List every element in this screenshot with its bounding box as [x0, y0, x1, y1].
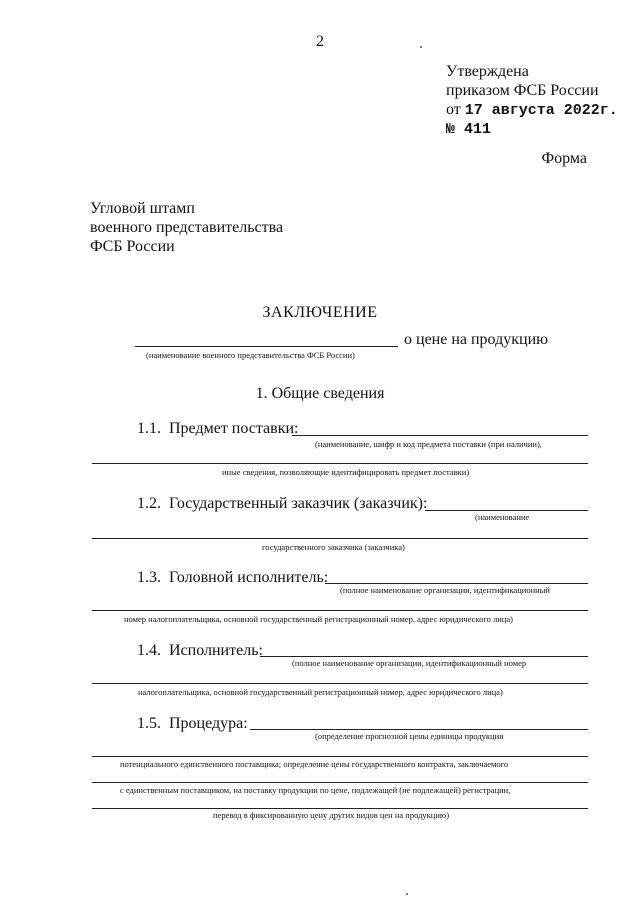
approval-order-number: № 411: [446, 121, 492, 138]
item-1-1-field-2[interactable]: [92, 463, 588, 464]
item-1-5-field-3[interactable]: [92, 782, 588, 783]
stamp-line-2: военного представительства: [90, 219, 284, 236]
subtitle-text: о цене на продукцию: [404, 331, 549, 348]
representation-name-field[interactable]: [135, 346, 398, 347]
item-1-5-field-2[interactable]: [92, 756, 588, 757]
item-1-4-text: Исполнитель:: [169, 642, 263, 659]
item-1-4-hint-2: налогоплательщика, основной государственный регистрационный номер, адрес юридического лица): [138, 687, 503, 697]
item-1-3-field[interactable]: [325, 583, 588, 584]
item-1-5-hint-4: перевод в фиксированную цену других видов цен на продукцию): [213, 810, 450, 820]
item-1-5-label: [137, 715, 248, 733]
stamp-line-3: ФСБ России: [90, 238, 175, 255]
approval-line-1: Утверждена: [446, 63, 529, 80]
form-label: Форма: [541, 150, 587, 167]
item-1-2-field[interactable]: [425, 510, 588, 511]
approval-date: 17 августа 2022г.: [464, 102, 618, 119]
item-1-1-hint-2: иные сведения, позволяющие идентифицировать предмет поставки): [222, 467, 470, 477]
item-1-5-hint-2: потенциального единственного поставщика; определение цены государственного контракта, заключаемого: [120, 759, 509, 769]
item-1-1-hint-1: (наименование, шифр и код предмета поставки (при наличии),: [315, 439, 542, 449]
item-1-5-field[interactable]: [250, 729, 588, 730]
item-1-1-text: Предмет поставки:: [169, 420, 299, 437]
item-1-4-hint-1: (полное наименование организации, идентификационный номер: [292, 658, 527, 668]
approval-date-prefix: от: [446, 101, 461, 118]
item-1-3-text: Головной исполнитель:: [169, 569, 329, 586]
page-number: 2: [316, 33, 324, 50]
section-title: 1. Общие сведения: [255, 385, 385, 402]
representation-name-hint: (наименование военного представительства ФСБ России): [146, 350, 355, 360]
scan-speck: [406, 893, 408, 895]
item-1-1-field[interactable]: [292, 435, 588, 436]
item-1-2-field-2[interactable]: [92, 538, 588, 539]
item-1-5-hint-1: (определение прогнозной цены единицы продукции: [315, 731, 504, 741]
item-1-3-label: [137, 569, 328, 587]
item-1-2-hint-1: (наименование: [475, 512, 530, 522]
item-1-2-hint-2: государственного заказчика (заказчика): [262, 542, 405, 552]
approval-line-3: [446, 100, 618, 120]
item-1-3-hint-1: (полное наименование организации, идентификационный: [340, 585, 550, 595]
corner-stamp-placeholder: [90, 199, 283, 256]
item-1-4-label: [137, 642, 263, 660]
item-1-3-number: 1.3.: [137, 569, 161, 586]
approval-block: [446, 62, 618, 139]
item-1-3-hint-2: номер налогоплательщика, основной государственный регистрационный номер, адрес юридического лица): [124, 614, 513, 624]
item-1-4-field-2[interactable]: [92, 683, 588, 684]
item-1-4-field[interactable]: [260, 656, 588, 657]
item-1-1-label: [137, 420, 299, 438]
stamp-line-1: Угловой штамп: [90, 200, 195, 217]
item-1-5-hint-3: с единственным поставщиком, на поставку продукции по цене, подлежащей (не подлежащей) регистрации,: [120, 785, 511, 795]
item-1-3-field-2[interactable]: [92, 610, 588, 611]
approval-line-2: приказом ФСБ России: [446, 82, 599, 99]
item-1-4-number: 1.4.: [137, 642, 161, 659]
item-1-2-text: Государственный заказчик (заказчик):: [169, 495, 428, 512]
item-1-2-number: 1.2.: [137, 495, 161, 512]
item-1-2-label: [137, 495, 427, 513]
item-1-5-field-4[interactable]: [92, 808, 588, 809]
item-1-5-text: Процедура:: [169, 715, 248, 732]
item-1-5-number: 1.5.: [137, 715, 161, 732]
item-1-1-number: 1.1.: [137, 420, 161, 437]
document-title: ЗАКЛЮЧЕНИЕ: [262, 304, 378, 321]
scan-speck: [420, 46, 422, 48]
